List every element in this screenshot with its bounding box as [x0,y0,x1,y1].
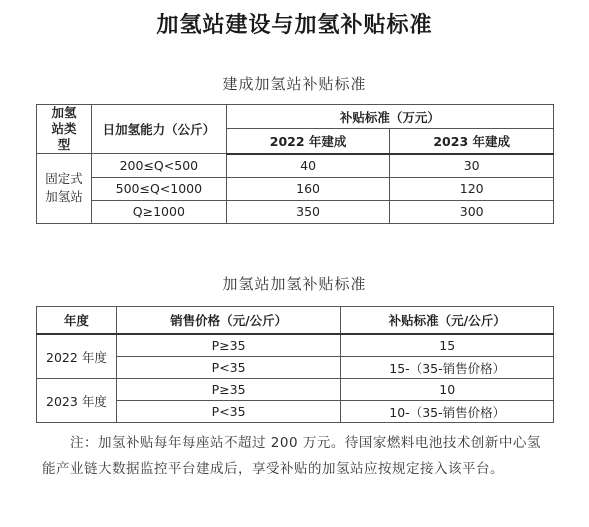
header-price: 销售价格（元/公斤） [116,307,341,335]
table-cell: 10-（35-销售价格） [341,401,554,423]
table-cell: 500≤Q<1000 [91,177,226,200]
table-cell: Q≥1000 [91,200,226,223]
header-capacity: 日加氢能力（公斤） [91,105,226,154]
construction-subsidy-table [36,104,554,224]
table-cell: P<35 [116,401,341,423]
table-cell: 40 [226,154,390,178]
header-2022: 2022 年建成 [226,129,390,154]
footnote: 注：加氢补贴每年每座站不超过 200 万元。待国家燃料电池技术创新中心氢能产业链大数据监控平台建成后，享受补贴的加氢站应按规定接入该平台。 [42,435,541,477]
table-cell: 350 [226,200,390,223]
table-cell: 200≤Q<500 [91,154,226,178]
header-year: 年度 [37,307,117,335]
year-2023: 2023 年度 [37,379,117,423]
refueling-subsidy-table [36,306,554,423]
table1-caption: 建成加氢站补贴标准 [222,75,367,93]
header-station-type: 加氢站类型 [37,105,92,154]
table-cell: 15-（35-销售价格） [341,357,554,379]
header-2023: 2023 年建成 [390,129,554,154]
table-cell: 120 [390,177,554,200]
table-cell: 15 [341,334,554,357]
table-cell: P≥35 [116,334,341,357]
year-2022: 2022 年度 [37,334,117,379]
group-label-fixed-station: 固定式加氢站 [37,154,92,224]
table2-caption: 加氢站加氢补贴标准 [222,275,367,293]
header-subsidy: 补贴标准（万元） [226,105,553,129]
table-cell: 160 [226,177,390,200]
table-cell: P<35 [116,357,341,379]
table-cell: 10 [341,379,554,401]
header-subsidy-rate: 补贴标准（元/公斤） [341,307,554,335]
table-cell: 30 [390,154,554,178]
table-cell: 300 [390,200,554,223]
page-title: 加氢站建设与加氢补贴标准 [156,13,433,38]
table-cell: P≥35 [116,379,341,401]
